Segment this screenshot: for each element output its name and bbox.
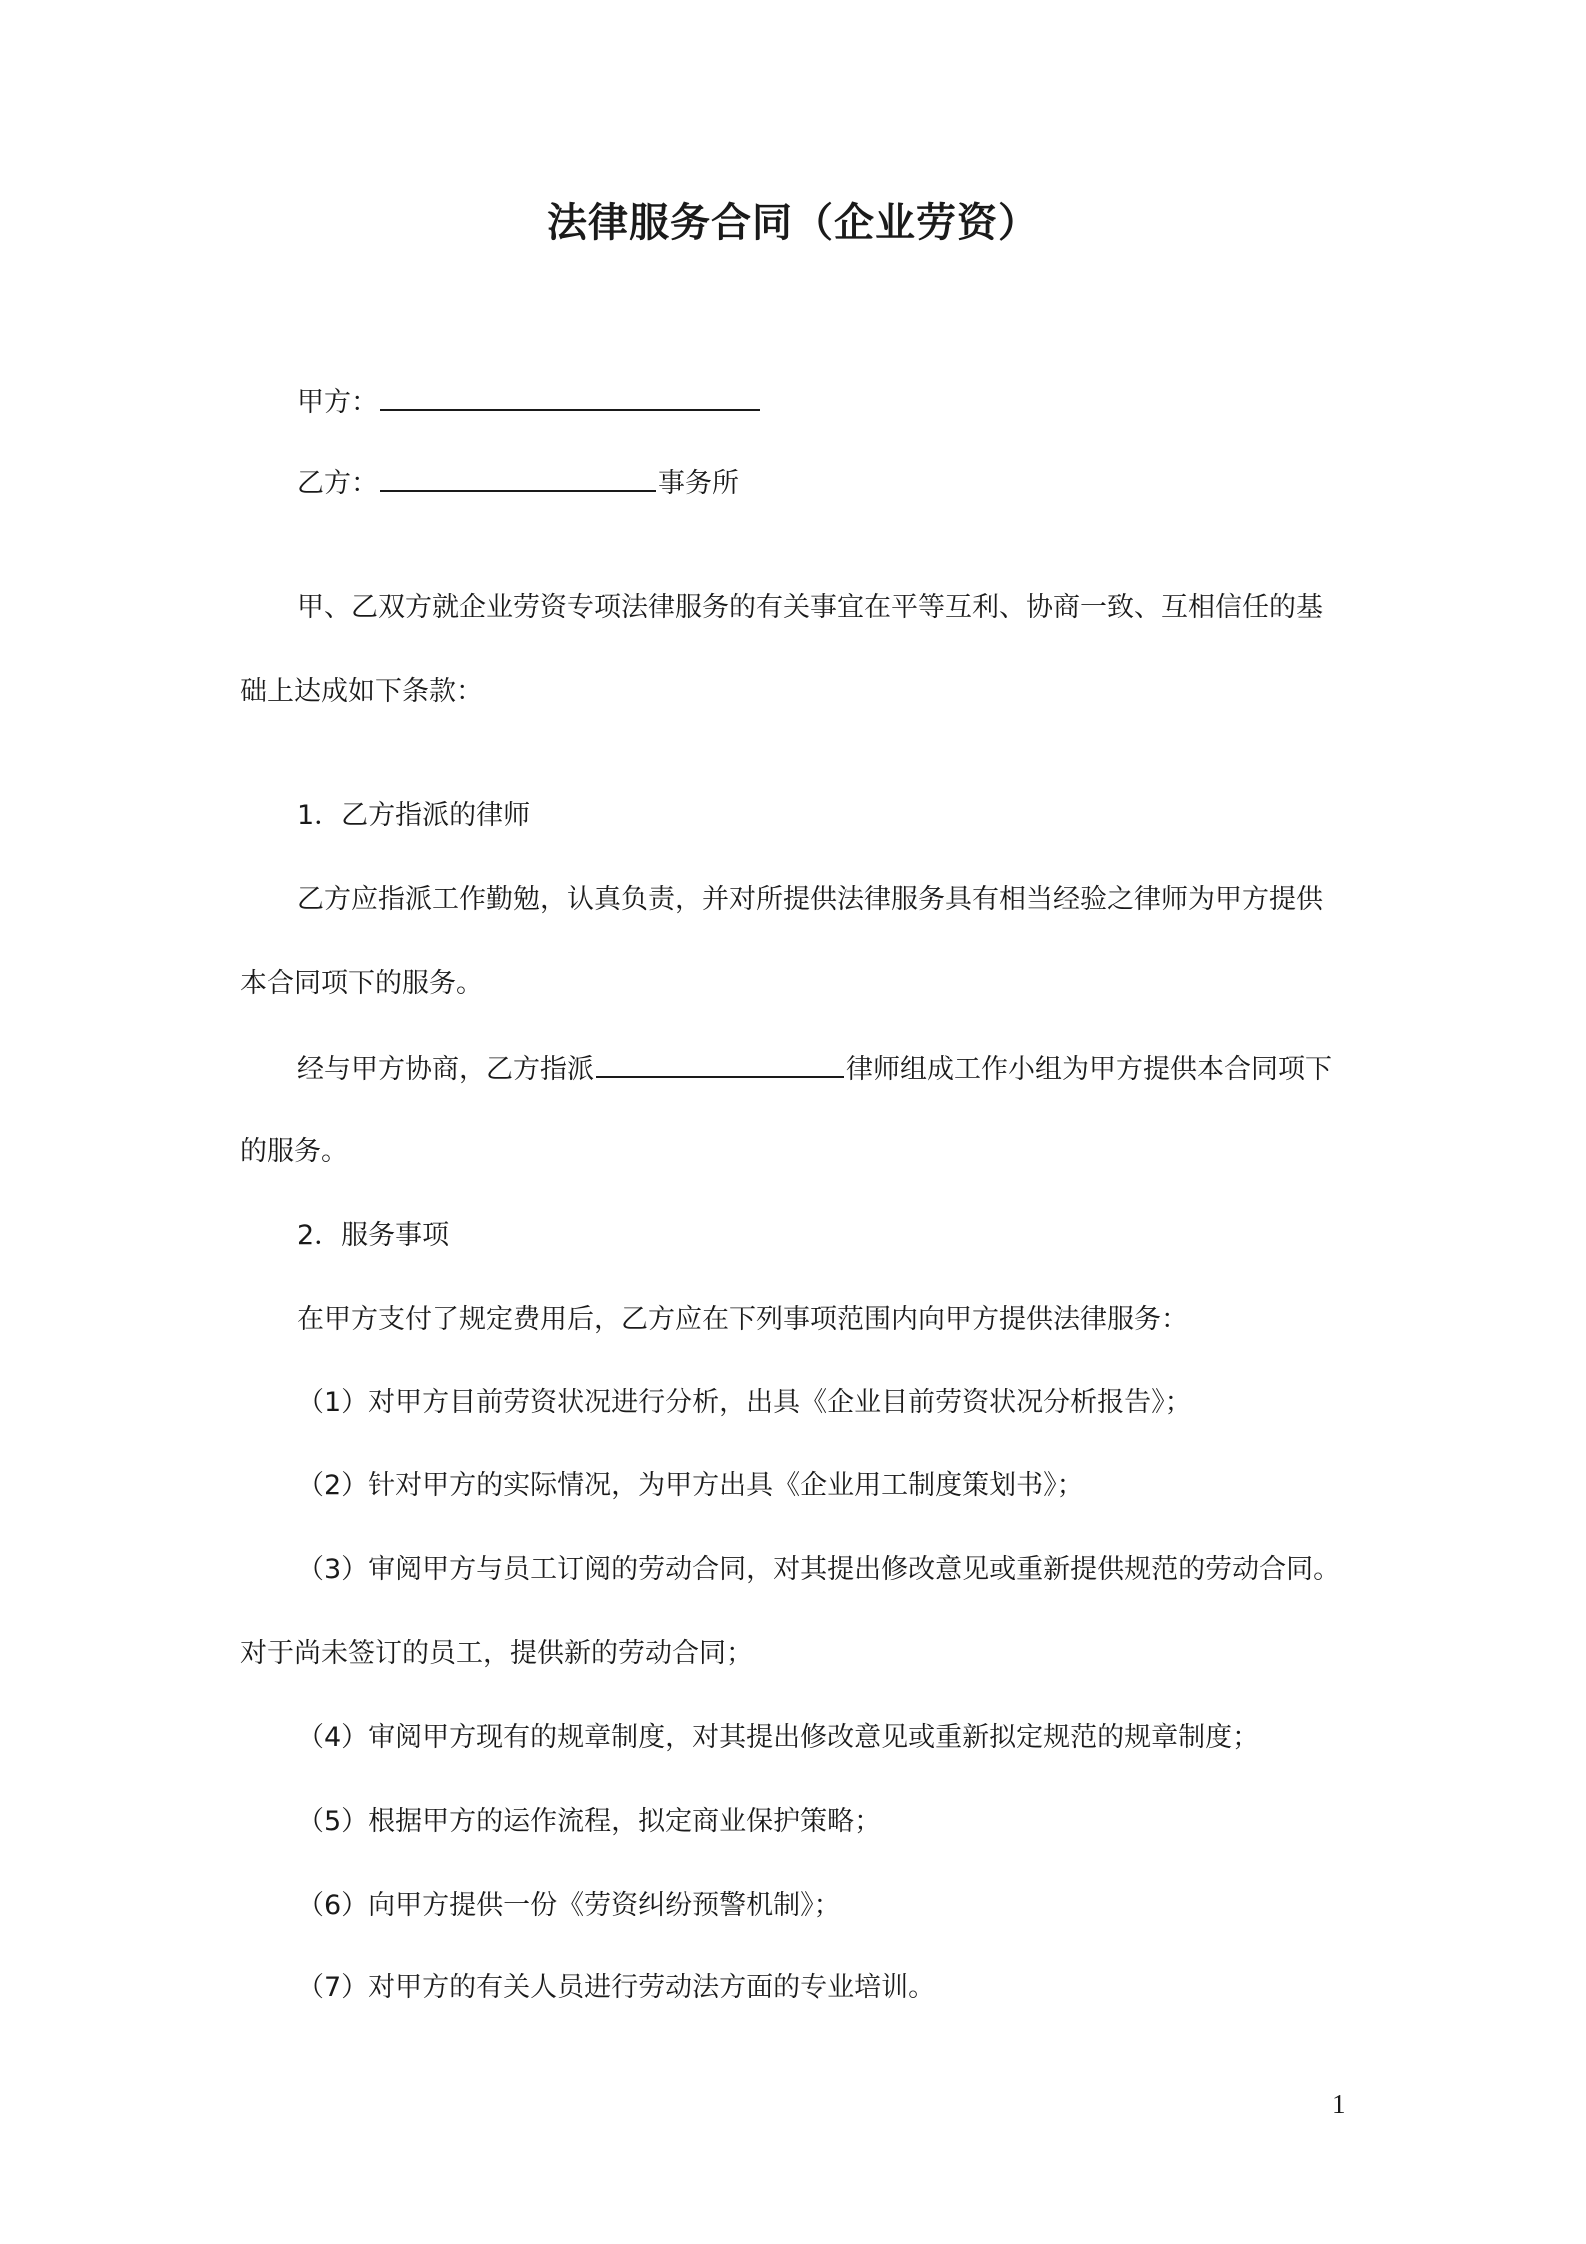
- service-item-5: （5）根据甲方的运作流程，拟定商业保护策略；: [297, 1806, 882, 1837]
- preamble-line-1: 甲、乙双方就企业劳资专项法律服务的有关事宜在平等互利、协商一致、互相信任的基: [297, 592, 1323, 623]
- section-1-para-2-line-2: 的服务。: [240, 1136, 348, 1167]
- assigned-lawyer-blank[interactable]: [596, 1048, 844, 1078]
- service-item-6: （6）向甲方提供一份《劳资纠纷预警机制》；: [297, 1890, 841, 1921]
- section-1-heading: 1．乙方指派的律师: [297, 800, 531, 831]
- party-a-line: [297, 381, 762, 423]
- service-item-2: （2）针对甲方的实际情况，为甲方出具《企业用工制度策划书》；: [297, 1470, 1084, 1501]
- party-b-line: [297, 462, 739, 504]
- section-1-para-2-line-1: [297, 1048, 1332, 1090]
- section-1-para-1-line-2: 本合同项下的服务。: [240, 968, 483, 999]
- service-item-3-line-2: 对于尚未签订的员工，提供新的劳动合同；: [240, 1638, 753, 1669]
- service-item-1: （1）对甲方目前劳资状况进行分析，出具《企业目前劳资状况分析报告》；: [297, 1387, 1192, 1418]
- assigned-lawyer-suffix: 律师组成工作小组为甲方提供本合同项下: [846, 1054, 1332, 1085]
- party-b-blank[interactable]: [380, 462, 656, 492]
- service-item-7: （7）对甲方的有关人员进行劳动法方面的专业培训。: [297, 1972, 936, 2003]
- document-title: 法律服务合同（企业劳资）: [547, 200, 1039, 246]
- preamble-line-2: 础上达成如下条款：: [240, 676, 483, 707]
- section-1-para-1-line-1: 乙方应指派工作勤勉，认真负责，并对所提供法律服务具有相当经验之律师为甲方提供: [297, 884, 1323, 915]
- page-number: 1: [1332, 2089, 1346, 2119]
- party-b-suffix: 事务所: [658, 468, 739, 499]
- service-item-4: （4）审阅甲方现有的规章制度，对其提出修改意见或重新拟定规范的规章制度；: [297, 1722, 1260, 1753]
- party-a-blank[interactable]: [380, 381, 760, 411]
- assigned-lawyer-prefix: 经与甲方协商，乙方指派: [297, 1054, 594, 1085]
- section-2-heading: 2．服务事项: [297, 1220, 450, 1251]
- party-b-label: 乙方：: [297, 468, 378, 499]
- party-a-label: 甲方：: [297, 387, 378, 418]
- service-item-3-line-1: （3）审阅甲方与员工订阅的劳动合同，对其提出修改意见或重新提供规范的劳动合同。: [297, 1554, 1341, 1585]
- section-2-intro: 在甲方支付了规定费用后，乙方应在下列事项范围内向甲方提供法律服务：: [297, 1304, 1188, 1335]
